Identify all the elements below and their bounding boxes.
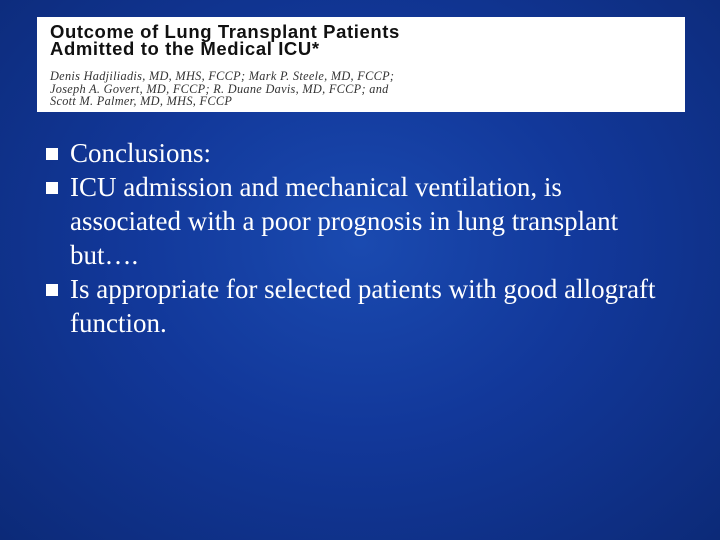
square-bullet-icon [46,148,58,160]
bullet-item [44,272,674,340]
paper-title-line: Admitted to the Medical ICU* [50,38,320,59]
paper-author-line: Scott M. Palmer, MD, MHS, FCCP [50,94,233,108]
paper-authors [50,70,680,108]
paper-author-line: Joseph A. Govert, MD, FCCP; R. Duane Davis, MD, FCCP; and [50,81,389,96]
paper-author-line: Denis Hadjiliadis, MD, MHS, FCCP; Mark P. Steele, MD, FCCP; [50,69,395,83]
bullet-text: Is appropriate for selected patients with good allograft function. [70,274,656,338]
bullet-item [44,170,674,272]
square-bullet-icon [46,284,58,296]
bullet-text: Conclusions: [70,138,212,168]
paper-title-line: Outcome of Lung Transplant Patients [50,21,400,42]
square-bullet-icon [46,182,58,194]
bullet-text: ICU admission and mechanical ventilation, is associated with a poor prognosis in lung transplant but…. [70,172,619,270]
bullet-list [44,136,674,340]
paper-header-image [37,17,685,112]
bullet-item [44,136,674,170]
paper-title [50,23,680,57]
